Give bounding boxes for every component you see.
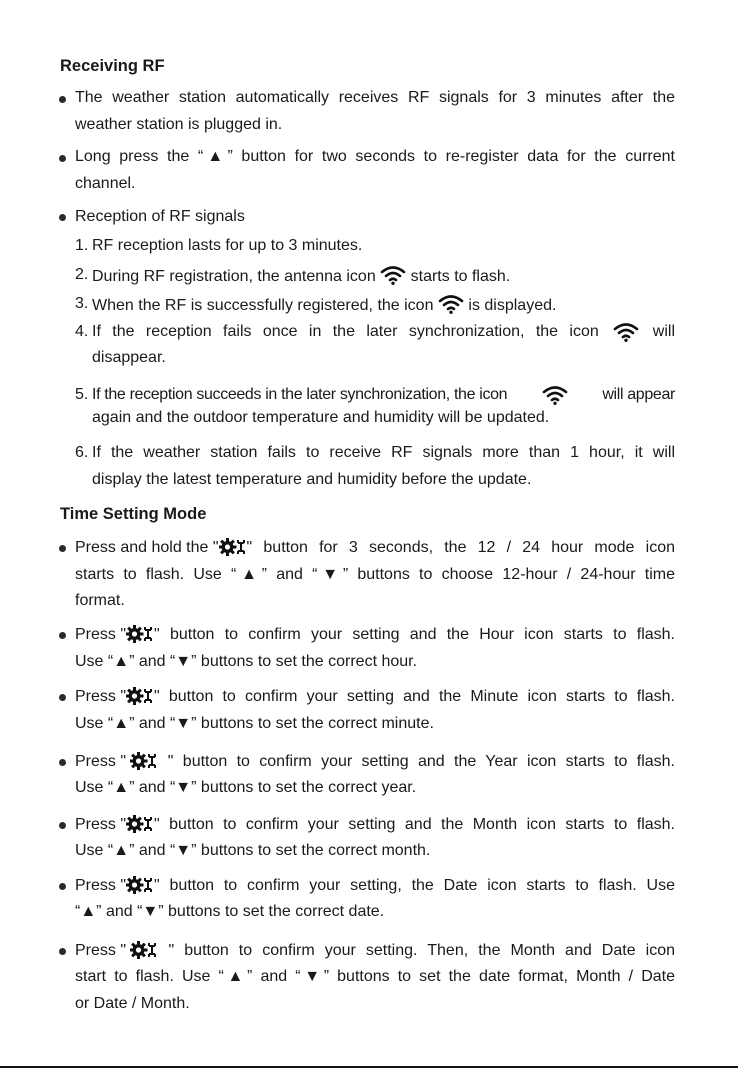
bullet-dot — [59, 948, 66, 955]
rf-bullet-2-line-1: Long press the “▲” button for two seconds to re-register data for the current — [75, 148, 675, 165]
bullet-dot — [59, 632, 66, 639]
bullet-dot — [59, 214, 66, 221]
rf-bullet-2-line-2: channel. — [75, 175, 136, 192]
gear-wrench-icon — [126, 876, 154, 900]
bullet-dot — [59, 155, 66, 162]
rf-step-4-line-2: disappear. — [92, 349, 166, 366]
rf-bullet-1-line-2: weather station is plugged in. — [75, 116, 283, 133]
time-bullet-1-line-3: format. — [75, 592, 125, 609]
time-bullet-2-text-a: Press " — [75, 626, 127, 643]
rf-bullet-3: Reception of RF signals — [75, 208, 245, 225]
time-bullet-4-text-a: Press " — [75, 753, 131, 770]
time-bullet-2-line-2: Use “▲” and “▼” buttons to set the correct hour. — [75, 653, 418, 670]
bullet-dot — [59, 694, 66, 701]
time-bullet-2-text-b: " button to confirm your setting and the Hour icon starts to flash. — [154, 626, 675, 643]
time-bullet-5-line-2: Use “▲” and “▼” buttons to set the correct month. — [75, 842, 431, 859]
rf-step-5-text-a: If the reception succeeds in the later synchronization, the icon — [92, 386, 508, 403]
time-bullet-5-line-1 — [75, 815, 675, 839]
gear-wrench-icon — [126, 625, 154, 649]
time-bullet-6-text-b: " button to confirm your setting, the Date icon starts to flash. Use — [154, 877, 675, 894]
bullet-dot — [59, 96, 66, 103]
time-bullet-6-line-2: “▲” and “▼” buttons to set the correct date. — [75, 903, 385, 920]
rf-step-2 — [92, 265, 510, 291]
gear-wrench-icon — [126, 687, 154, 711]
time-bullet-7-line-2: start to flash. Use “▲” and “▼” buttons to set the date format, Month / Date — [75, 968, 675, 985]
rf-step-5-text-b: will appear — [602, 386, 675, 403]
gear-wrench-icon — [219, 538, 247, 562]
time-bullet-3-text-b: " button to confirm your setting and the Minute icon starts to flash. — [154, 688, 675, 705]
time-bullet-7-text-b: " button to confirm your setting. Then, the Month and Date icon — [158, 942, 675, 959]
time-bullet-1-line-1 — [75, 538, 675, 562]
time-bullet-5-text-a: Press " — [75, 816, 127, 833]
gear-wrench-icon — [130, 752, 158, 776]
time-bullet-7-line-3: or Date / Month. — [75, 995, 190, 1012]
time-bullet-7-text-a: Press " — [75, 942, 131, 959]
list-number: 5. — [75, 386, 89, 403]
page-bottom-rule — [0, 1066, 738, 1068]
antenna-signal-icon — [438, 294, 464, 320]
bullet-dot — [59, 883, 66, 890]
time-bullet-6-line-1 — [75, 876, 675, 900]
rf-step-1: RF reception lasts for up to 3 minutes. — [92, 237, 363, 254]
list-number: 6. — [75, 444, 89, 461]
rf-step-6-line-1: If the weather station fails to receive RF signals more than 1 hour, it will — [92, 444, 675, 461]
rf-step-2-text-a: During RF registration, the antenna icon — [92, 268, 376, 285]
bullet-dot — [59, 545, 66, 552]
rf-step-4-text-a: If the reception fails once in the later synchronization, the icon — [92, 323, 599, 340]
time-bullet-7-line-1 — [75, 941, 675, 965]
section-heading-receiving-rf: Receiving RF — [60, 57, 165, 75]
gear-wrench-icon — [130, 941, 158, 965]
rf-step-3 — [92, 294, 556, 320]
rf-bullet-1-line-1: The weather station automatically receives RF signals for 3 minutes after the — [75, 89, 675, 106]
time-bullet-4-text-b: " button to confirm your setting and the Year icon starts to flash. — [158, 753, 675, 770]
bullet-dot — [59, 759, 66, 766]
time-bullet-2-line-1 — [75, 625, 675, 649]
time-bullet-3-text-a: Press " — [75, 688, 127, 705]
time-bullet-5-text-b: " button to confirm your setting and the Month icon starts to flash. — [154, 816, 675, 833]
time-bullet-4-line-1 — [75, 752, 675, 776]
list-number: 2. — [75, 266, 89, 283]
time-bullet-6-text-a: Press " — [75, 877, 127, 894]
list-number: 1. — [75, 237, 89, 254]
time-bullet-1-text-a: Press and hold the " — [75, 539, 219, 556]
antenna-signal-icon — [380, 265, 406, 291]
list-number: 3. — [75, 295, 89, 312]
rf-step-3-text-a: When the RF is successfully registered, the icon — [92, 297, 434, 314]
rf-step-5-line-2: again and the outdoor temperature and humidity will be updated. — [92, 409, 550, 426]
time-bullet-4-line-2: Use “▲” and “▼” buttons to set the correct year. — [75, 779, 417, 796]
rf-step-6-line-2: display the latest temperature and humidity before the update. — [92, 471, 532, 488]
section-heading-time-setting: Time Setting Mode — [60, 505, 207, 523]
rf-step-4-line-1 — [92, 322, 675, 348]
time-bullet-3-line-2: Use “▲” and “▼” buttons to set the correct minute. — [75, 715, 434, 732]
rf-step-4-text-b: will — [652, 323, 675, 340]
time-bullet-1-line-2: starts to flash. Use “▲” and “▼” buttons to choose 12-hour / 24-hour time — [75, 566, 675, 583]
rf-step-3-text-b: is displayed. — [468, 297, 557, 314]
rf-step-2-text-b: starts to flash. — [410, 268, 511, 285]
gear-wrench-icon — [126, 815, 154, 839]
list-number: 4. — [75, 323, 89, 340]
time-bullet-1-text-b: " button for 3 seconds, the 12 / 24 hour mode icon — [246, 539, 675, 556]
time-bullet-3-line-1 — [75, 687, 675, 711]
antenna-signal-icon — [613, 322, 639, 348]
bullet-dot — [59, 822, 66, 829]
